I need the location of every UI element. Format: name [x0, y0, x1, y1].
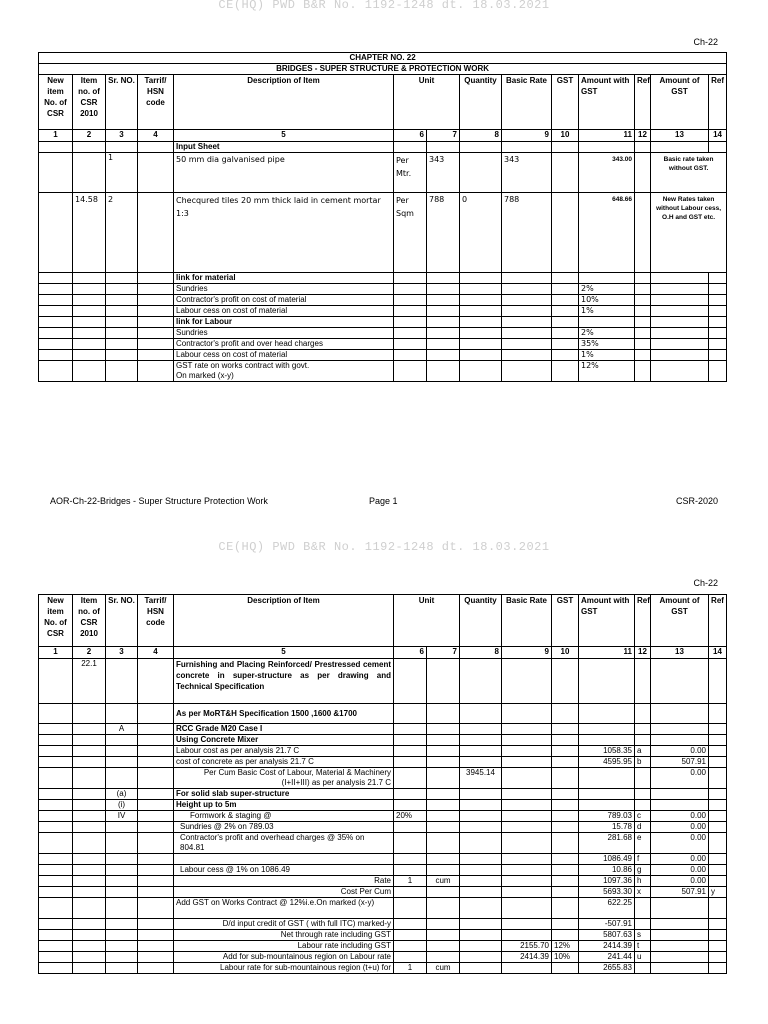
table-row	[39, 800, 727, 811]
col-num: 3	[106, 647, 138, 659]
ref-cell: t	[635, 941, 651, 952]
col-num: 7	[427, 647, 460, 659]
col-num: 9	[502, 647, 552, 659]
col-num: 1	[39, 647, 73, 659]
description-cell: Labour cess on cost of material	[174, 350, 394, 361]
unit-cell: Per Sqm	[394, 193, 427, 273]
col-num: 11	[579, 130, 635, 142]
sr-cell: (a)	[106, 789, 138, 800]
gst-rate-line1: GST rate on works contract with govt.	[176, 361, 310, 370]
description-cell: Cost Per Cum	[174, 887, 394, 898]
watermark: CE(HQ) PWD B&R No. 1192-1248 dt. 18.03.2021	[218, 540, 550, 554]
col-num: 6	[394, 647, 427, 659]
percent-cell: 10%	[579, 295, 635, 306]
header-quantity: Quantity	[460, 595, 502, 647]
col-num: 9	[502, 130, 552, 142]
link-material-label: link for material	[174, 273, 394, 284]
description-cell: Labour rate for sub-mountainous region (t+u) for	[174, 963, 394, 974]
amount-cell: 1097.36	[579, 876, 635, 887]
col-num: 14	[709, 130, 727, 142]
amount-cell: 281.68	[579, 833, 635, 854]
table-row	[39, 887, 727, 898]
description-cell: Sundries @ 2% on 789.03	[174, 822, 394, 833]
footer-right: CSR-2020	[675, 496, 718, 506]
table-row	[39, 153, 727, 193]
gst-cell: 10%	[552, 952, 579, 963]
ref-cell: g	[635, 865, 651, 876]
header-unit: Unit	[394, 595, 460, 647]
gst-amount-cell: 0.00	[651, 833, 709, 854]
description-cell: Labour cost as per analysis 21.7 C	[174, 746, 394, 757]
quantity-cell: 0	[460, 193, 502, 273]
header-amount-of-gst: Amount of GST	[651, 75, 709, 130]
amount-cell: 241.44	[579, 952, 635, 963]
col-num: 5	[174, 647, 394, 659]
description-cell: Labour cess on cost of material	[174, 306, 394, 317]
header-amount-gst: Amount with GST	[579, 595, 635, 647]
note-cell: Basic rate taken without GST.	[651, 153, 727, 193]
link-labour-label: link for Labour	[174, 317, 394, 328]
amount-cell: 1086.49	[579, 854, 635, 865]
unit-value-cell: cum	[427, 963, 460, 974]
sr-cell: IV	[106, 811, 138, 822]
ref-cell: b	[635, 757, 651, 768]
sr-cell: 2	[106, 193, 138, 273]
gst-amount-cell: 0.00	[651, 746, 709, 757]
rate-cell: 788	[502, 193, 552, 273]
ref-cell: h	[635, 876, 651, 887]
unit-value-cell: 788	[427, 193, 460, 273]
description-cell: Contractor's profit on cost of material	[174, 295, 394, 306]
percent-cell: 35%	[579, 339, 635, 350]
description-cell: For solid slab super-structure	[174, 789, 394, 800]
footer-page: Page 1	[369, 496, 398, 506]
amount-cell: 622.25	[579, 898, 635, 919]
col-num: 13	[651, 647, 709, 659]
unit-cell: 1	[394, 876, 427, 887]
unit-cell: 20%	[394, 811, 427, 822]
unit-cell: 1	[394, 963, 427, 974]
header-tariff: Tarrif/ HSN code	[138, 75, 174, 130]
sr-cell: A	[106, 724, 138, 735]
ref-cell: c	[635, 811, 651, 822]
header-item-no: Item no. of CSR 2010	[73, 75, 106, 130]
gst-cell: 12%	[552, 941, 579, 952]
header-unit: Unit	[394, 75, 460, 130]
quantity-cell: 3945.14	[460, 768, 502, 789]
spec-cell: As per MoRT&H Specification 1500 ,1600 &1700	[174, 704, 394, 724]
column-number-row	[39, 647, 727, 659]
table-row	[39, 768, 727, 789]
ref-cell: u	[635, 952, 651, 963]
gst-amount-cell: 0.00	[651, 876, 709, 887]
column-number-row	[39, 130, 727, 142]
header-gst: GST	[552, 595, 579, 647]
gst-amount-cell: 0.00	[651, 822, 709, 833]
amount-cell: 15.78	[579, 822, 635, 833]
description-cell: Height up to 5m	[174, 800, 394, 811]
item-cell: 22.1	[73, 659, 106, 704]
col-num: 3	[106, 130, 138, 142]
footer-left: AOR-Ch-22-Bridges - Super Structure Protection Work	[50, 496, 268, 506]
col-num: 4	[138, 647, 174, 659]
table-row	[39, 898, 727, 919]
ref-cell: f	[635, 854, 651, 865]
unit-value-cell: 343	[427, 153, 460, 193]
ref-cell: e	[635, 833, 651, 854]
header-new-item: New item No. of CSR	[39, 75, 73, 130]
description-cell: Rate	[174, 876, 394, 887]
gst-amount-cell: 0.00	[651, 768, 709, 789]
table-row	[39, 876, 727, 887]
chapter-ref: Ch-22	[693, 578, 718, 588]
description-cell: Sundries	[174, 328, 394, 339]
header-basic-rate: Basic Rate	[502, 595, 552, 647]
table-row	[39, 865, 727, 876]
table-row	[39, 350, 727, 361]
header-sr-no: Sr. NO.	[106, 595, 138, 647]
description-cell: Formwork & staging @	[174, 811, 394, 822]
table-row	[39, 952, 727, 963]
header-ref2: Ref	[709, 595, 727, 647]
table-row	[39, 328, 727, 339]
header-new-item: New item No. of CSR	[39, 595, 73, 647]
table-row	[39, 295, 727, 306]
rate-cell: 2155.70	[502, 941, 552, 952]
header-description: Description of Item	[174, 595, 394, 647]
table-row	[39, 941, 727, 952]
description-cell: Per Cum Basic Cost of Labour, Material & Machinery (I+II+III) as per analysis 21.7 C	[174, 768, 394, 789]
percent-cell: 2%	[579, 284, 635, 295]
table-row	[39, 735, 727, 746]
gst-rate-line2: On marked (x-y)	[176, 371, 234, 380]
table-row	[39, 811, 727, 822]
chapter-ref: Ch-22	[693, 37, 718, 47]
input-sheet-label: Input Sheet	[174, 142, 394, 153]
description-cell: Checqured tiles 20 mm thick laid in cement mortar 1:3	[174, 193, 394, 273]
header-description: Description of Item	[174, 75, 394, 130]
description-cell: Labour rate including GST	[174, 941, 394, 952]
header-item-no: Item no. of CSR 2010	[73, 595, 106, 647]
col-num: 12	[635, 130, 651, 142]
amount-cell: 10.86	[579, 865, 635, 876]
note-cell: New Rates taken without Labour cess, O.H and GST etc.	[651, 193, 727, 273]
item-cell: 14.58	[73, 193, 106, 273]
ref-cell: y	[709, 887, 727, 898]
header-ref: Ref	[635, 75, 651, 130]
col-num: 2	[73, 130, 106, 142]
amount-cell: 1058.35	[579, 746, 635, 757]
ref-cell: x	[635, 887, 651, 898]
gst-amount-cell: 0.00	[651, 854, 709, 865]
rate-cell: 343	[502, 153, 552, 193]
amount-cell: 343.00	[579, 153, 635, 193]
amount-cell: 4595.95	[579, 757, 635, 768]
table-row	[39, 757, 727, 768]
header-ref2: Ref	[709, 75, 727, 130]
table-row	[39, 659, 727, 704]
col-num: 5	[174, 130, 394, 142]
description-cell: cost of concrete as per analysis 21.7 C	[174, 757, 394, 768]
rate-table-page2	[38, 594, 727, 974]
table-row	[39, 919, 727, 930]
amount-cell: 789.03	[579, 811, 635, 822]
description-cell: Labour cess @ 1% on 1086.49	[174, 865, 394, 876]
amount-cell: 2414.39	[579, 941, 635, 952]
gst-amount-cell: 507.91	[651, 887, 709, 898]
header-sr-no: Sr. NO.	[106, 75, 138, 130]
table-row	[39, 724, 727, 735]
col-num: 4	[138, 130, 174, 142]
ref-cell: d	[635, 822, 651, 833]
col-num: 2	[73, 647, 106, 659]
rate-cell: 2414.39	[502, 952, 552, 963]
col-num: 10	[552, 130, 579, 142]
gst-amount-cell: 507.91	[651, 757, 709, 768]
ref-cell: s	[635, 930, 651, 941]
description-cell: RCC Grade M20 Case I	[174, 724, 394, 735]
unit-cell: Per Mtr.	[394, 153, 427, 193]
table-row	[39, 963, 727, 974]
col-num: 6	[394, 130, 427, 142]
sr-cell: (i)	[106, 800, 138, 811]
col-num: 12	[635, 647, 651, 659]
table-row	[39, 306, 727, 317]
header-amount-of-gst: Amount of GST	[651, 595, 709, 647]
header-amount-gst: Amount with GST	[579, 75, 635, 130]
amount-cell: 5807.63	[579, 930, 635, 941]
sr-cell: 1	[106, 153, 138, 193]
header-gst: GST	[552, 75, 579, 130]
table-row	[39, 193, 727, 273]
ref-cell: a	[635, 746, 651, 757]
amount-cell: 5693.30	[579, 887, 635, 898]
table-row	[39, 854, 727, 865]
table-row	[39, 833, 727, 854]
description-cell: Using Concrete Mixer	[174, 735, 394, 746]
description-cell: D/d input credit of GST ( with full ITC) marked-y	[174, 919, 394, 930]
col-num: 10	[552, 647, 579, 659]
col-num: 13	[651, 130, 709, 142]
header-ref: Ref	[635, 595, 651, 647]
description-cell: Furnishing and Placing Reinforced/ Prestressed cement concrete in super-structure as per drawing and Technical Specification	[174, 659, 394, 704]
header-quantity: Quantity	[460, 75, 502, 130]
rate-table-page1	[38, 52, 727, 382]
col-num: 8	[460, 130, 502, 142]
table-row	[39, 361, 727, 382]
percent-cell: 1%	[579, 306, 635, 317]
table-row	[39, 339, 727, 350]
table-row	[39, 789, 727, 800]
header-tariff: Tarrif/ HSN code	[138, 595, 174, 647]
gst-amount-cell: 0.00	[651, 865, 709, 876]
col-num: 7	[427, 130, 460, 142]
chapter-title: CHAPTER NO. 22	[39, 53, 727, 64]
percent-cell: 1%	[579, 350, 635, 361]
section-title: BRIDGES - SUPER STRUCTURE & PROTECTION WORK	[39, 64, 727, 75]
header-basic-rate: Basic Rate	[502, 75, 552, 130]
gst-amount-cell: 0.00	[651, 811, 709, 822]
description-cell: 50 mm dia galvanised pipe	[174, 153, 394, 193]
unit-value-cell: cum	[427, 876, 460, 887]
table-row	[39, 930, 727, 941]
amount-cell: 648.66	[579, 193, 635, 273]
col-num: 8	[460, 647, 502, 659]
table-row	[39, 704, 727, 724]
amount-cell: 2655.83	[579, 963, 635, 974]
percent-cell: 2%	[579, 328, 635, 339]
col-num: 14	[709, 647, 727, 659]
amount-cell: -507.91	[579, 919, 635, 930]
description-cell: Add GST on Works Contract @ 12%i.e.On marked (x-y)	[174, 898, 394, 919]
description-cell: Add for sub-mountainous region on Labour rate	[174, 952, 394, 963]
table-row	[39, 822, 727, 833]
col-num: 1	[39, 130, 73, 142]
description-cell: Contractor's profit and overhead charges @ 35% on 804.81	[174, 833, 394, 854]
description-cell: Contractor's profit and over head charges	[174, 339, 394, 350]
description-cell: Net through rate including GST	[174, 930, 394, 941]
description-cell: Sundries	[174, 284, 394, 295]
table-row	[39, 746, 727, 757]
table-row	[39, 284, 727, 295]
col-num: 11	[579, 647, 635, 659]
watermark: CE(HQ) PWD B&R No. 1192-1248 dt. 18.03.2021	[218, 0, 550, 12]
percent-cell: 12%	[579, 361, 635, 382]
